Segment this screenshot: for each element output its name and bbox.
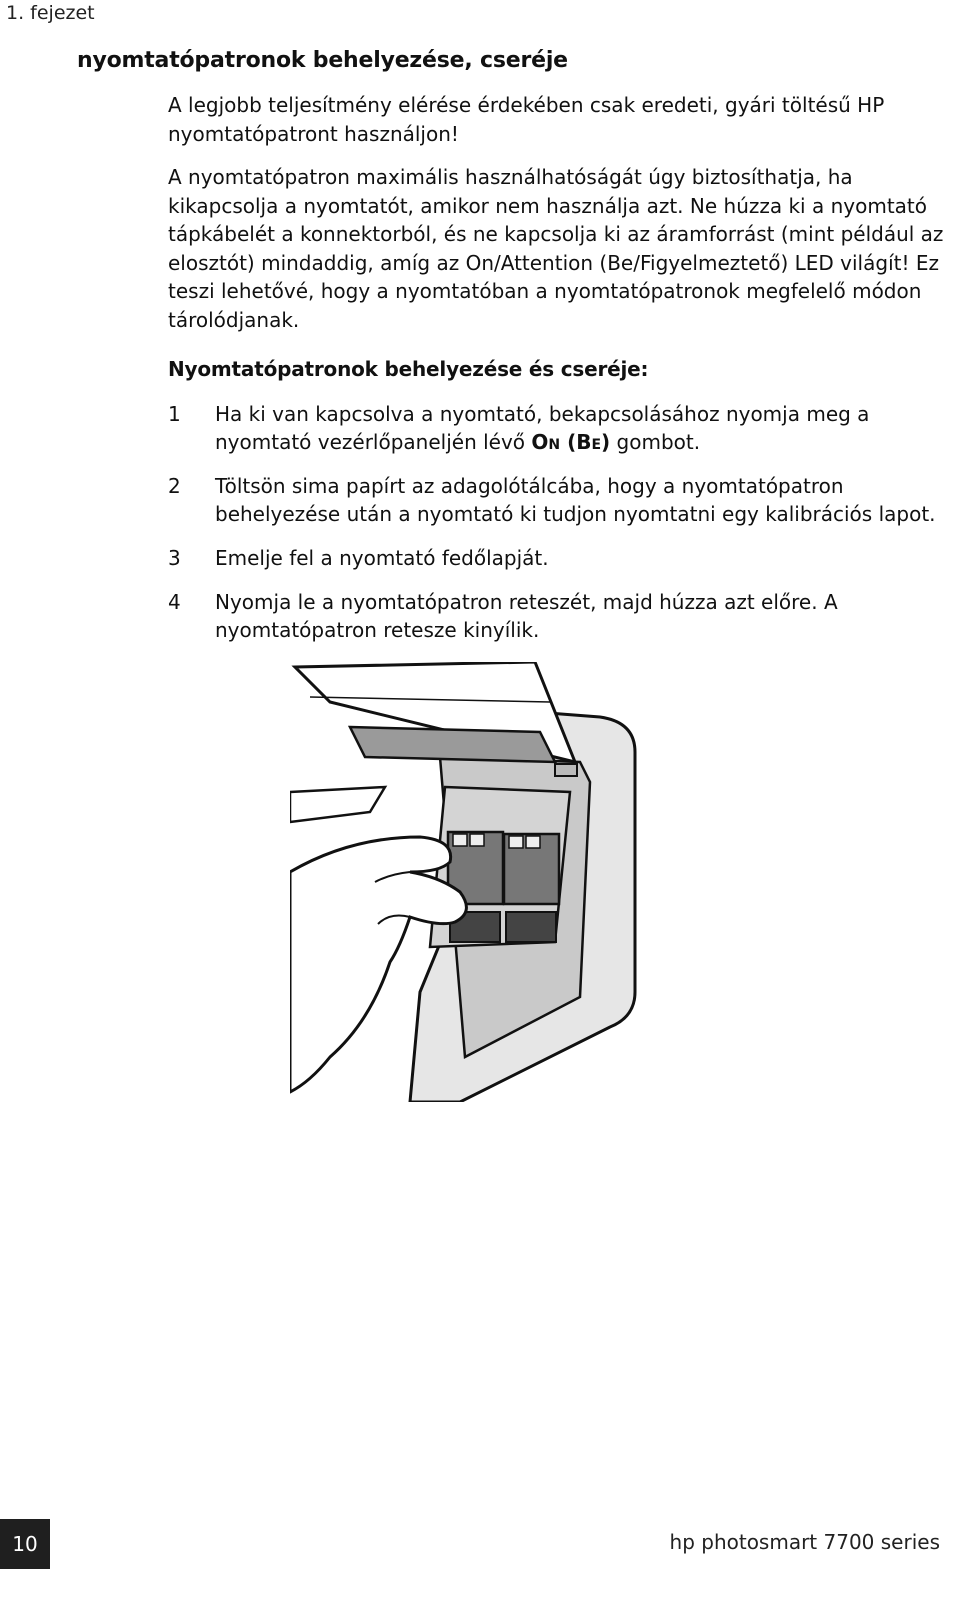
step-text: Ha ki van kapcsolva a nyomtató, bekapcsolásához nyomja meg a nyomtató vezérlőpaneljén lévő xyxy=(215,402,870,454)
product-name: hp photosmart 7700 series xyxy=(669,1530,940,1554)
chapter-label: 1. fejezet xyxy=(6,2,95,24)
step-number: 4 xyxy=(168,590,181,614)
step-text: Töltsön sima papírt az adagolótálcába, hogy a nyomtatópatron behelyezése után a nyomtató ki tudjon nyomtatni egy kalibrációs lapot. xyxy=(215,474,936,526)
intro-paragraph: A legjobb teljesítmény elérése érdekében csak eredeti, gyári töltésű HP nyomtatópatront használjon! xyxy=(168,93,885,146)
step-text: Emelje fel a nyomtató fedőlapját. xyxy=(215,546,549,570)
on-button-label: On (Be) xyxy=(531,430,611,454)
printer-cartridge-illustration xyxy=(290,662,655,1102)
storage-paragraph: A nyomtatópatron maximális használhatóságát úgy biztosíthatja, ha kikapcsolja a nyomtatót, amikor nem használja azt. Ne húzza ki a nyomtató tápkábelét a konnektorból, és ne kapcsolja ki az áramforrást (mint például az elosztót) mindaddig, amíg az On/Attention (Be/Figyelmeztető) LED világít! Ez teszi lehetővé, hogy a nyomtatóban a nyomtatópatronok megfelelő módon tárolódjanak. xyxy=(168,165,944,332)
step-item xyxy=(168,544,948,572)
steps-heading: Nyomtatópatronok behelyezése és cseréje: xyxy=(168,357,649,381)
step-number: 1 xyxy=(168,402,181,426)
step-number: 3 xyxy=(168,546,181,570)
step-item xyxy=(168,472,948,528)
page-number: 10 xyxy=(0,1519,50,1569)
steps-list xyxy=(168,400,948,660)
section-title: nyomtatópatronok behelyezése, cseréje xyxy=(77,48,568,73)
step-text-end: gombot. xyxy=(616,430,701,454)
step-text: Nyomja le a nyomtatópatron reteszét, majd húzza azt előre. A nyomtatópatron retesze kinyílik. xyxy=(215,590,838,642)
step-item xyxy=(168,400,948,456)
step-item xyxy=(168,588,948,644)
step-number: 2 xyxy=(168,474,181,498)
